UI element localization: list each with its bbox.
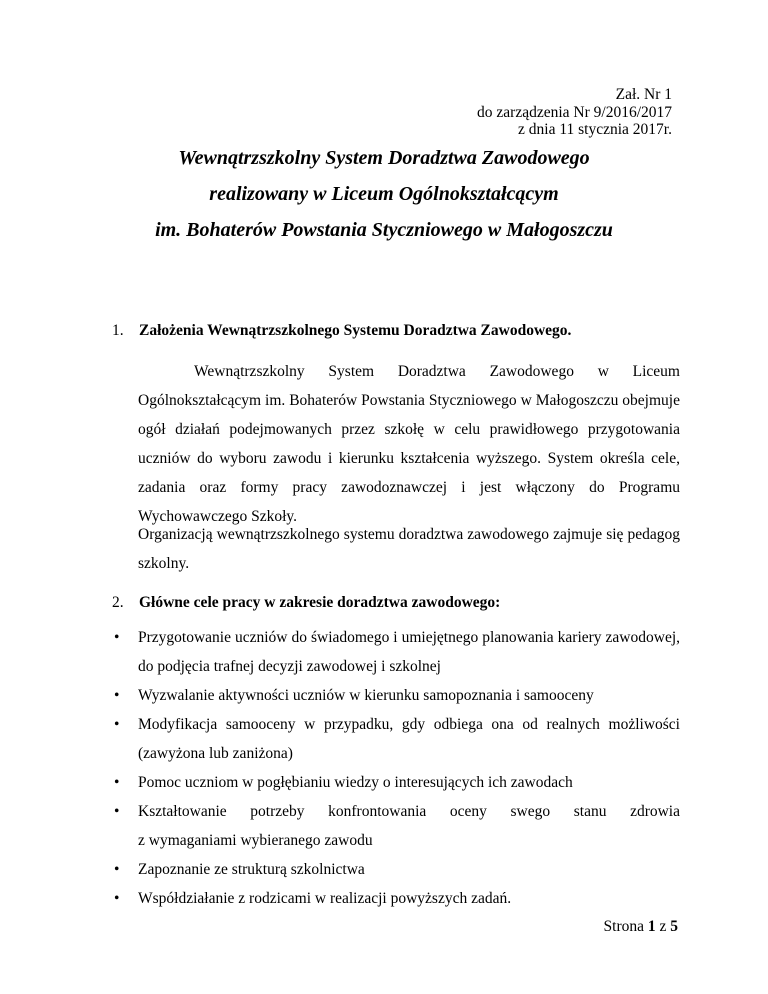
attachment-line-3: z dnia 11 stycznia 2017r. <box>518 121 672 138</box>
goals-list <box>112 623 680 913</box>
bullet-icon: • <box>114 629 120 646</box>
section-1-heading <box>112 322 571 340</box>
attachment-note <box>477 86 672 139</box>
section-1-paragraph-1: Wewnątrzszkolny System Doradztwa Zawodowego w Liceum Ogólnokształcącym im. Bohaterów Powstania Styczniowego w Małogoszczu obejmuje ogół działań podejmowanych przez szkołę w celu prawidłowego przygotowania uczniów do wyboru zawodu i kierunku kształcenia wyższego. System określa cele, zadania oraz formy pracy zawodoznawczej i jest włączony do Programu Wychowawczego Szkoły. <box>138 363 680 525</box>
bullet-icon: • <box>114 803 120 820</box>
section-2-number: 2. <box>112 594 124 611</box>
bullet-icon: • <box>114 861 120 878</box>
section-1-heading-text: Założenia Wewnątrzszkolnego Systemu Doradztwa Zawodowego. <box>139 322 572 339</box>
current-page: 1 <box>647 918 656 935</box>
list-item: • Kształtowanie potrzeby konfrontowania oceny swego stanu zdrowia z wymaganiami wybieranego zawodu <box>112 797 680 855</box>
title-line-1: Wewnątrzszkolny System Doradztwa Zawodowego <box>178 147 590 169</box>
list-item: • Wyzwalanie aktywności uczniów w kierunku samopoznania i samooceny <box>112 681 680 710</box>
list-item: • Modyfikacja samooceny w przypadku, gdy odbiega ona od realnych możliwości (zawyżona lub zaniżona) <box>112 710 680 768</box>
page-number-footer <box>604 918 678 936</box>
section-1-number: 1. <box>112 322 124 339</box>
list-item: • Pomoc uczniom w pogłębianiu wiedzy o interesujących ich zawodach <box>112 768 680 797</box>
bullet-icon: • <box>114 716 120 733</box>
section-2-heading-text: Główne cele pracy w zakresie doradztwa zawodowego: <box>139 594 501 611</box>
page-label: Strona <box>603 918 644 935</box>
total-pages: 5 <box>670 918 678 935</box>
title-line-3: im. Bohaterów Powstania Styczniowego w Małogoszczu <box>155 219 613 241</box>
list-item: • Współdziałanie z rodzicami w realizacji powyższych zadań. <box>112 884 680 913</box>
list-item: • Zapoznanie ze strukturą szkolnictwa <box>112 855 680 884</box>
title-line-2: realizowany w Liceum Ogólnokształcącym <box>209 183 559 205</box>
section-2-heading <box>112 594 500 612</box>
bullet-icon: • <box>114 890 120 907</box>
list-item: • Przygotowanie uczniów do świadomego i umiejętnego planowania kariery zawodowej, do podjęcia trafnej decyzji zawodowej i szkolnej <box>112 623 680 681</box>
bullet-icon: • <box>114 774 120 791</box>
section-1-paragraph-2: Organizacją wewnątrzszkolnego systemu doradztwa zawodowego zajmuje się pedagog szkolny. <box>138 526 680 572</box>
attachment-line-2: do zarządzenia Nr 9/2016/2017 <box>477 103 672 121</box>
bullet-icon: • <box>114 687 120 704</box>
attachment-line-1: Zał. Nr 1 <box>615 86 672 103</box>
of-label: z <box>659 918 667 935</box>
